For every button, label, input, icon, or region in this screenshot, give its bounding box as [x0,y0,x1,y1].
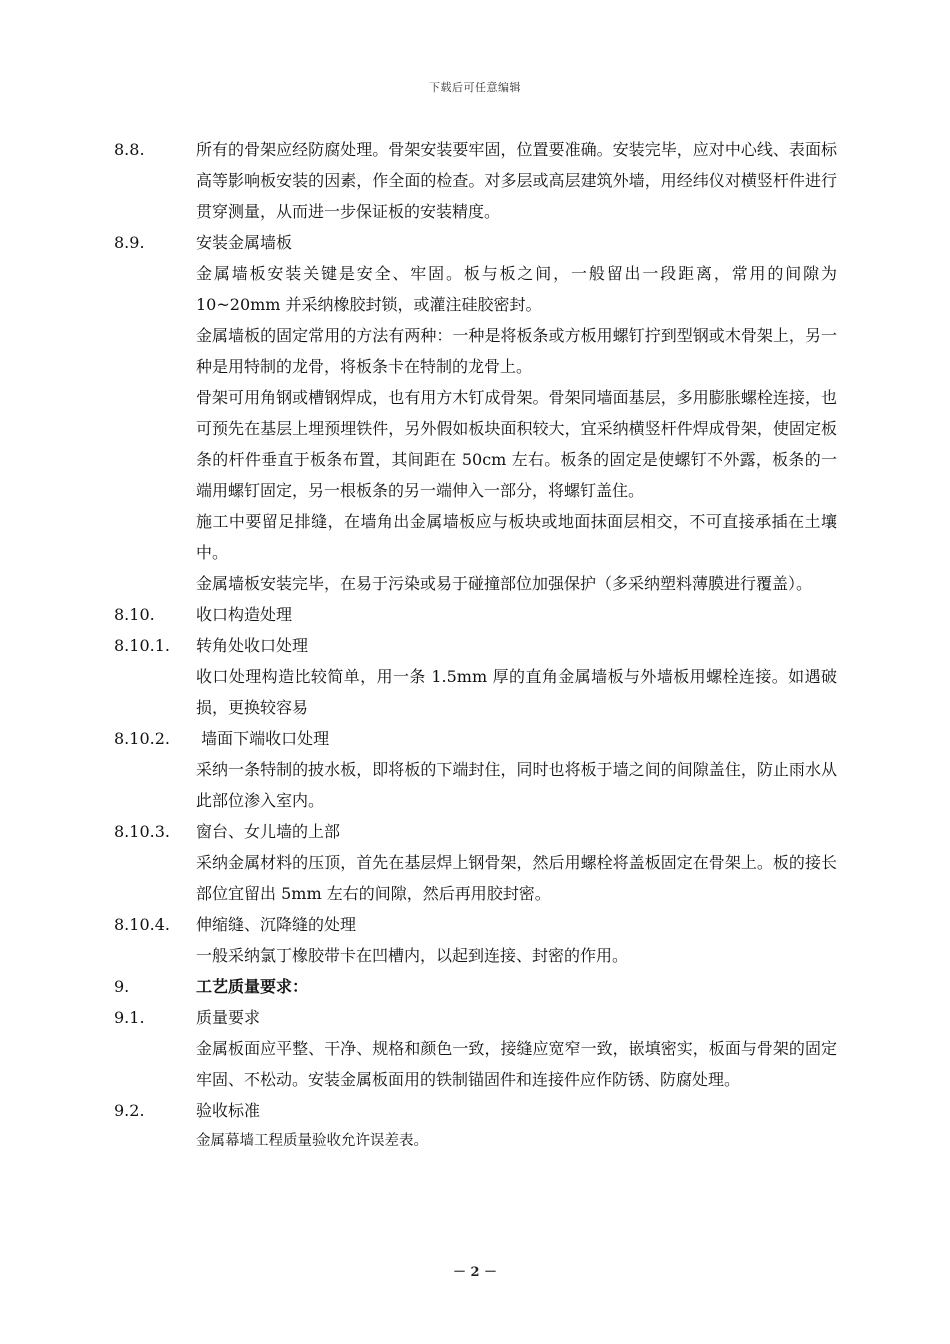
section-8-10-4 [0,909,950,940]
section-heading: 伸缩缝、沉降缝的处理 [196,915,357,934]
section-number: 8.10.4. [114,915,170,934]
chapter-heading: 工艺质量要求： [196,977,309,996]
section-8-10-3 [0,816,950,847]
document-body [0,134,950,1157]
paragraph-row [0,506,950,568]
paragraph: 采纳金属材料的压顶，首先在基层焊上钢骨架，然后用螺栓将盖板固定在骨架上。板的接长部位宜留出 5mm 左右的间隙，然后再用胶封密。 [196,853,837,903]
paragraph-row [0,661,950,723]
section-9 [0,971,950,1002]
section-8-9 [0,227,950,258]
section-heading: 质量要求 [196,1008,261,1027]
section-number: 8.9. [114,233,145,252]
paragraph: 一般采纳氯丁橡胶带卡在凹槽内，以起到连接、封密的作用。 [196,946,629,965]
section-9-2 [0,1095,950,1126]
section-heading: 转角处收口处理 [196,636,309,655]
section-number: 8.10.3. [114,822,170,841]
section-8-10 [0,599,950,630]
paragraph: 所有的骨架应经防腐处理。骨架安装要牢固，位置要准确。安装完毕，应对中心线、表面标高等影响板安装的因素，作全面的检查。对多层或高层建筑外墙，用经纬仪对横竖杆件进行贯穿测量，从而进一步保证板的安装精度。 [196,140,837,221]
section-number: 9.2. [114,1101,145,1120]
paragraph: 采纳一条特制的披水板，即将板的下端封住，同时也将板于墙之间的间隙盖住，防止雨水从此部位渗入室内。 [196,760,837,810]
paragraph-row [0,320,950,382]
paragraph: 金属墙板安装完毕，在易于污染或易于碰撞部位加强保护（多采纳塑料薄膜进行覆盖）。 [196,574,813,593]
paragraph: 施工中要留足排缝，在墙角出金属墙板应与板块或地面抹面层相交，不可直接承插在土壤中。 [196,512,837,562]
page-header: 下载后可任意编辑 [429,81,521,94]
section-heading: 验收标准 [196,1101,261,1120]
paragraph-row [0,382,950,506]
paragraph-row [0,1126,950,1157]
paragraph-row [0,258,950,320]
paragraph: 金属板面应平整、干净、规格和颜色一致，接缝应宽窄一致，嵌填密实，板面与骨架的固定牢固、不松动。安装金属板面用的铁制锚固件和连接件应作防锈、防腐处理。 [196,1039,837,1089]
paragraph-row [0,568,950,599]
section-number: 8.10.1. [114,636,170,655]
section-number: 9. [114,977,130,996]
paragraph: 金属墙板的固定常用的方法有两种：一种是将板条或方板用螺钉拧到型钢或木骨架上，另一种是用特制的龙骨，将板条卡在特制的龙骨上。 [196,326,837,376]
table-caption: 金属幕墙工程质量验收允许误差表。 [196,1133,428,1149]
paragraph: 金属墙板安装关键是安全、牢固。板与板之间，一般留出一段距离，常用的间隙为 10~20mm 并采纳橡胶封锁，或灌注硅胶密封。 [196,264,837,314]
section-number: 9.1. [114,1008,145,1027]
page-number: － 2 － [452,1265,498,1280]
section-number: 8.8. [114,140,145,159]
paragraph: 收口处理构造比较简单，用一条 1.5mm 厚的直角金属墙板与外墙板用螺栓连接。如遇破损，更换较容易 [196,667,837,717]
section-8-8 [0,134,950,227]
section-number: 8.10.2. [114,729,170,748]
section-heading: 窗台、女儿墙的上部 [196,822,341,841]
section-9-1 [0,1002,950,1033]
section-number: 8.10. [114,605,155,624]
paragraph-row [0,847,950,909]
section-heading: 收口构造处理 [196,605,293,624]
section-heading: 墙面下端收口处理 [196,729,330,748]
paragraph-row [0,1033,950,1095]
paragraph: 骨架可用角钢或槽钢焊成，也有用方木钉成骨架。骨架同墙面基层，多用膨胀螺栓连接，也可预先在基层上埋预埋铁件，另外假如板块面积较大，宜采纳横竖杆件焊成骨架，使固定板条的杆件垂直于板条布置，其间距在 50cm 左右。板条的固定是使螺钉不外露，板条的一端用螺钉固定，另一根板条的另一端伸入一部分，将螺钉盖住。 [196,388,837,500]
paragraph-row [0,754,950,816]
section-heading: 安装金属墙板 [196,233,293,252]
section-8-10-2 [0,723,950,754]
paragraph-row [0,940,950,971]
section-8-10-1 [0,630,950,661]
